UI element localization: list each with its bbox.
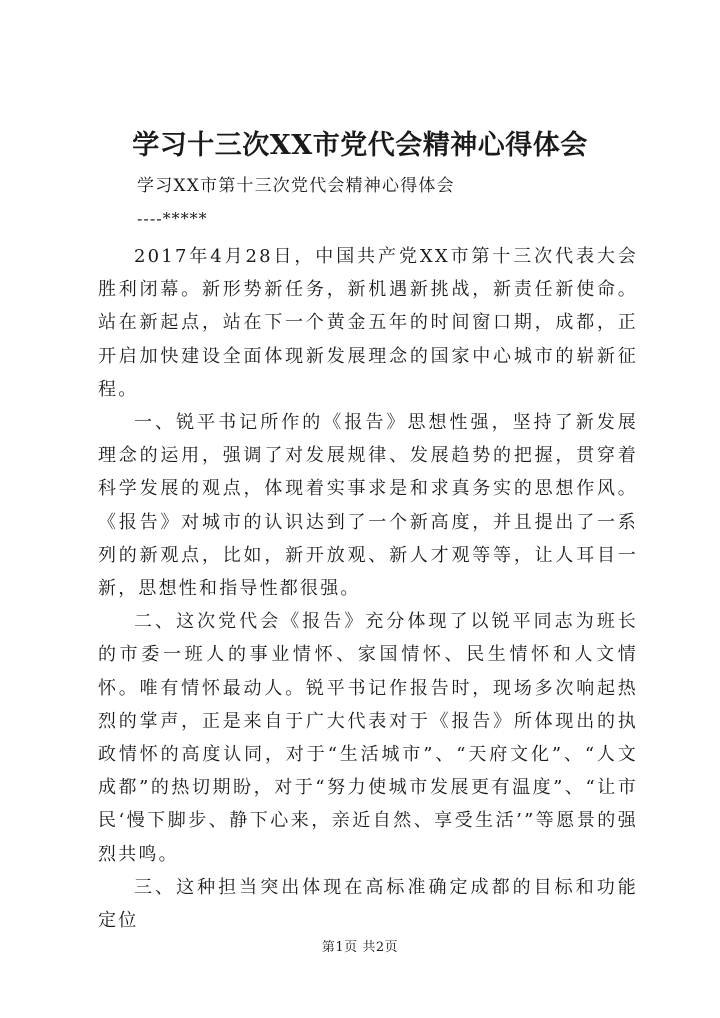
paragraph-point-two: 二、这次党代会《报告》充分体现了以锐平同志为班长的市委一班人的事业情怀、家国情怀、民生情怀和人文情怀。唯有情怀最动人。锐平书记作报告时，现场多次响起热烈的掌声，正是来自于广大代表对于《报告》所体现出的执政情怀的高度认同，对于“生活城市”、“天府文化”、“人文成都”的热切期盼，对于“努力使城市发展更有温度”、“让市民‘慢下脚步、静下心来，亲近自然、享受生活’”等愿景的强烈共鸣。	[98, 611, 638, 865]
document-subtitle: 学习XX市第十三次党代会精神心得体会	[137, 176, 455, 196]
page-number: 第1页	[321, 940, 358, 955]
paragraph-intro: 2017年4月28日，中国共产党XX市第十三次代表大会胜利闭幕。新形势新任务，新机遇新挑战，新责任新使命。站在新起点，站在下一个黄金五年的时间窗口期，成都，正开启加快建设全面体现新发展理念的国家中心城市的崭新征程。	[98, 246, 638, 400]
page-total: 共2页	[362, 940, 399, 955]
paragraph-point-one: 一、锐平书记所作的《报告》思想性强，坚持了新发展理念的运用，强调了对发展规律、发展趋势的把握，贯穿着科学发展的观点，体现着实事求是和求真务实的思想作风。《报告》对城市的认识达到了一个新高度，并且提出了一系列的新观点，比如，新开放观、新人才观等等，让人耳目一新，思想性和指导性都很强。	[98, 412, 638, 600]
author-line: ----*****	[137, 209, 208, 228]
paragraph-point-three: 三、这种担当突出体现在高标准确定成都的目标和功能定位	[98, 876, 638, 932]
document-title: 学习十三次XX市党代会精神心得体会	[132, 130, 588, 161]
page-footer	[0, 938, 720, 958]
document-body	[98, 240, 638, 937]
